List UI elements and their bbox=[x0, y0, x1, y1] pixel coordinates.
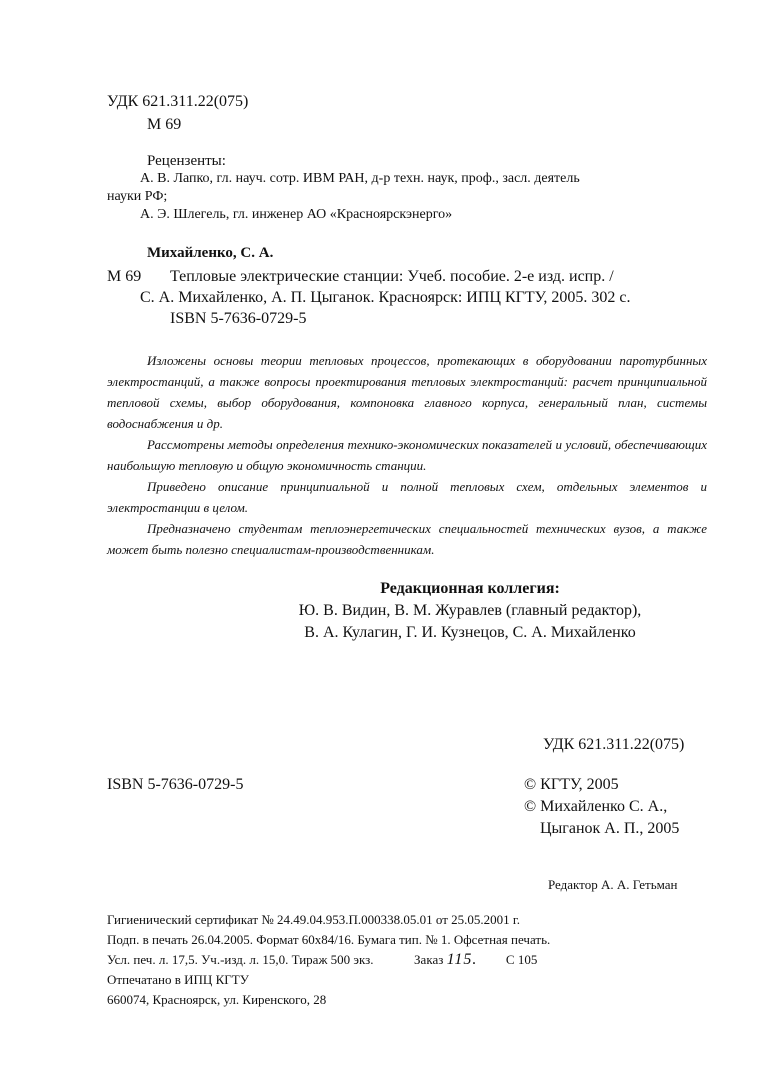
editorial-board-heading: Редакционная коллегия: bbox=[380, 580, 560, 597]
editorial-board-line-2: В. А. Кулагин, Г. И. Кузнецов, С. А. Михайленко bbox=[304, 624, 636, 641]
abstract-paragraph-2: Рассмотрены методы определения технико-экономических показателей и условий, обеспечивающих наибольшую тепловую и общую экономичность станции. bbox=[107, 437, 707, 473]
imprint-order-code: С 105 bbox=[505, 952, 538, 967]
abstract-paragraph-3: Приведено описание принципиальной и полной тепловых схем, отдельных элементов и электростанции в целом. bbox=[107, 479, 707, 515]
abstract bbox=[107, 350, 707, 560]
bibliography-line-2: С. А. Михайленко, А. П. Цыганок. Красноярск: ИПЦ КГТУ, 2005. 302 с. bbox=[140, 289, 631, 306]
library-code-top: М 69 bbox=[147, 116, 182, 133]
imprint-order-number: 115. bbox=[446, 951, 478, 968]
imprint-line-1: Гигиенический сертификат № 24.49.04.953.П.000338.05.01 от 25.05.2001 г. bbox=[107, 912, 521, 927]
bibliography-author: Михайленко, С. А. bbox=[147, 245, 274, 261]
imprint-line-2: Подп. в печать 26.04.2005. Формат 60x84/16. Бумага тип. № 1. Офсетная печать. bbox=[107, 932, 551, 947]
copyright-authors-2: Цыганок А. П., 2005 bbox=[540, 820, 680, 837]
abstract-paragraph-1: Изложены основы теории тепловых процессов, протекающих в оборудовании паротурбинных электростанций, а также вопросы проектирования тепловых электростанций: расчет принципиальной тепловой схемы, выбор оборудования, компоновка главного корпуса, генеральный план, системы водоснабжения и др. bbox=[107, 353, 707, 431]
imprint-print-details: Усл. печ. л. 17,5. Уч.-изд. л. 15,0. Тираж 500 экз. bbox=[107, 952, 374, 967]
imprint-line-3 bbox=[107, 950, 550, 970]
bibliography-isbn: ISBN 5-7636-0729-5 bbox=[170, 310, 307, 327]
reviewer-1-line-1: А. В. Лапко, гл. науч. сотр. ИВМ РАН, д-р техн. наук, проф., засл. деятель bbox=[140, 171, 580, 186]
reviewer-2: А. Э. Шлегель, гл. инженер АО «Красноярскэнерго» bbox=[140, 207, 453, 222]
udk-bottom: УДК 621.311.22(075) bbox=[543, 736, 685, 753]
editorial-board-line-1: Ю. В. Видин, В. М. Журавлев (главный редактор), bbox=[298, 602, 642, 619]
abstract-paragraph-4: Предназначено студентам теплоэнергетических специальностей технических вузов, а также может быть полезно специалистам-производственникам. bbox=[107, 521, 707, 557]
copyright-authors-1: © Михайленко С. А., bbox=[524, 798, 668, 815]
editor-credit: Редактор А. А. Гетьман bbox=[548, 877, 678, 892]
reviewers-heading: Рецензенты: bbox=[147, 153, 226, 169]
udk-top: УДК 621.311.22(075) bbox=[107, 93, 249, 110]
bibliography-code: М 69 bbox=[107, 268, 142, 285]
imprint-line-5: 660074, Красноярск, ул. Киренского, 28 bbox=[107, 992, 327, 1007]
copyright-kgtu: © КГТУ, 2005 bbox=[524, 776, 619, 793]
imprint-line-4: Отпечатано в ИПЦ КГТУ bbox=[107, 972, 249, 987]
bibliography-line-1: Тепловые электрические станции: Учеб. пособие. 2-е изд. испр. / bbox=[170, 268, 614, 285]
isbn-bottom: ISBN 5-7636-0729-5 bbox=[107, 776, 244, 793]
imprint bbox=[107, 910, 550, 1010]
reviewer-1-line-2: науки РФ; bbox=[107, 189, 168, 204]
imprint-order-label: Заказ bbox=[414, 952, 444, 967]
